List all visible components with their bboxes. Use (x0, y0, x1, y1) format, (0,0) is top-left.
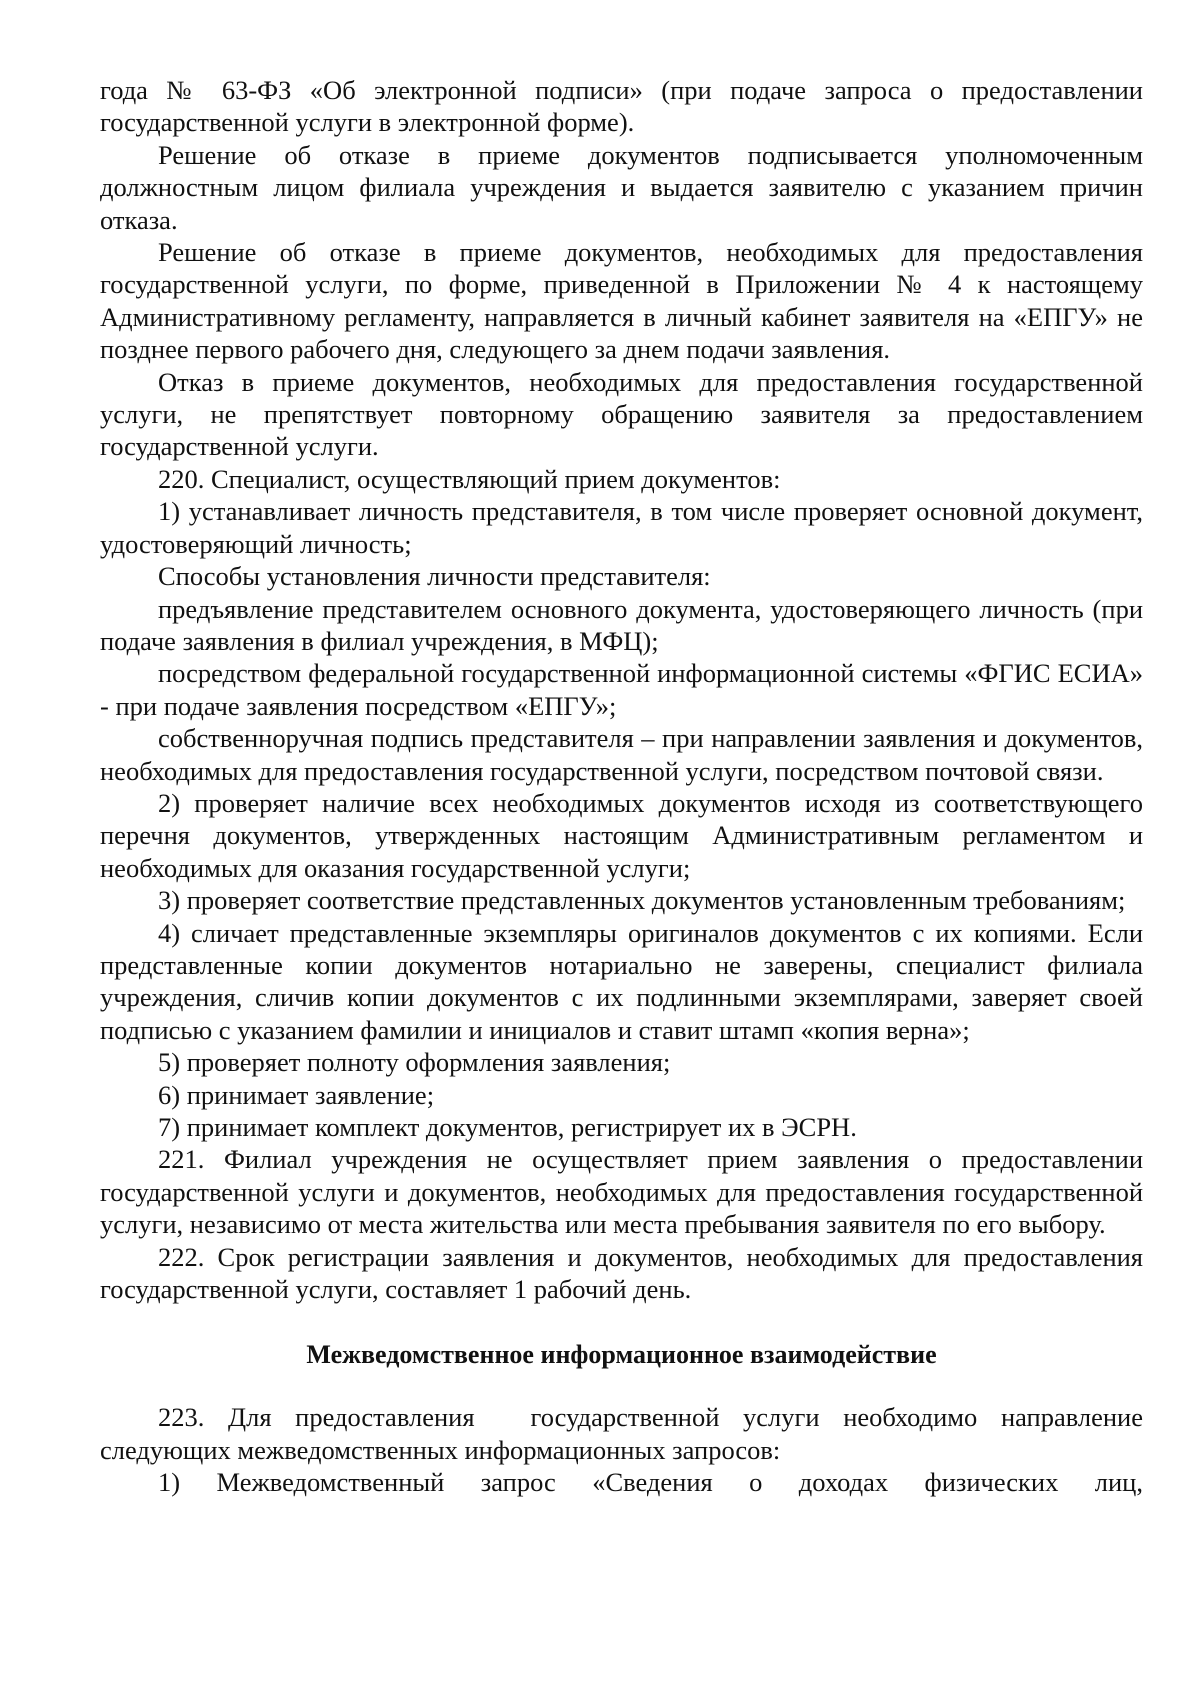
paragraph-p4: 220. Специалист, осуществляющий прием документов: (158, 463, 781, 494)
paragraph-p10: 2) проверяет наличие всех необходимых документов исходя из соответствующего перечня документов, утвержденных настоящим Административным регламентом и необходимых для оказания государственной услуги; (100, 787, 1143, 883)
paragraph-p17: 222. Срок регистрации заявления и документов, необходимых для предоставления государственной услуги, составляет 1 рабочий день. (100, 1241, 1143, 1305)
paragraph-223 (100, 1401, 1143, 1466)
paragraph-p15: 7) принимает комплект документов, регистрирует их в ЭСРН. (158, 1112, 857, 1142)
paragraph-p8: посредством федеральной государственной информационной системы «ФГИС ЕСИА» - при подаче заявления посредством «ЕПГУ»; (100, 658, 1143, 721)
paragraph-p1: Решение об отказе в приеме документов подписывается уполномоченным должностным лицом филиала учреждения и выдается заявителю с указанием причин отказа. (100, 139, 1143, 235)
paragraph-p9: собственноручная подпись представителя – при направлении заявления и документов, необходимых для предоставления государственной услуги, посредством почтовой связи. (100, 723, 1143, 786)
paragraph-p2: Решение об отказе в приеме документов, необходимых для предоставления государственной услуги, по форме, приведенной в Приложении № 4 к настоящему Административному регламенту, направляется в личный кабинет заявителя на «ЕПГУ» не позднее первого рабочего дня, следующего за днем подачи заявления. (100, 237, 1143, 365)
paragraph-p5: 1) устанавливает личность представителя, в том числе проверяет основной документ, удостоверяющий личность; (100, 496, 1143, 559)
paragraph-p0: года № 63-ФЗ «Об электронной подписи» (при подаче запроса о предоставлении государственной услуги в электронной форме). (100, 75, 1143, 138)
paragraph-p16: 221. Филиал учреждения не осуществляет прием заявления о предоставлении государственной услуги и документов, необходимых для предоставления государственной услуги, независимо от места жительства или места пребывания заявителя по его выбору. (100, 1144, 1143, 1240)
paragraph-223-rest: государственной услуги необходимо направление следующих межведомственных информационных запросов: (100, 1402, 1144, 1465)
document-body (100, 74, 1143, 1305)
paragraph-p3: Отказ в приеме документов, необходимых для предоставления государственной услуги, не препятствует повторному обращению заявителя за предоставлением государственной услуги. (100, 366, 1143, 462)
paragraph-p12: 4) сличает представленные экземпляры оригиналов документов с их копиями. Если представленные копии документов нотариально не заверены, специалист филиала учреждения, сличив копии документов с их подлинными экземплярами, заверяет своей подписью с указанием фамилии и инициалов и ставит штамп «копия верна»; (100, 917, 1143, 1045)
section-heading: Межведомственное информационное взаимодействие (306, 1340, 937, 1370)
paragraph-p11: 3) проверяет соответствие представленных документов установленным требованиям; (158, 885, 1126, 916)
paragraph-p14: 6) принимает заявление; (158, 1079, 435, 1110)
paragraph-p7: предъявление представителем основного документа, удостоверяющего личность (при подаче заявления в филиал учреждения, в МФЦ); (100, 593, 1143, 656)
paragraph-223-start: 223. Для предоставления (158, 1402, 475, 1433)
paragraph-p13: 5) проверяет полноту оформления заявления; (158, 1047, 671, 1078)
paragraph-p6: Способы установления личности представителя: (158, 561, 711, 592)
paragraph-223-item-1: 1) Межведомственный запрос «Сведения о доходах физических лиц, (158, 1467, 1143, 1498)
